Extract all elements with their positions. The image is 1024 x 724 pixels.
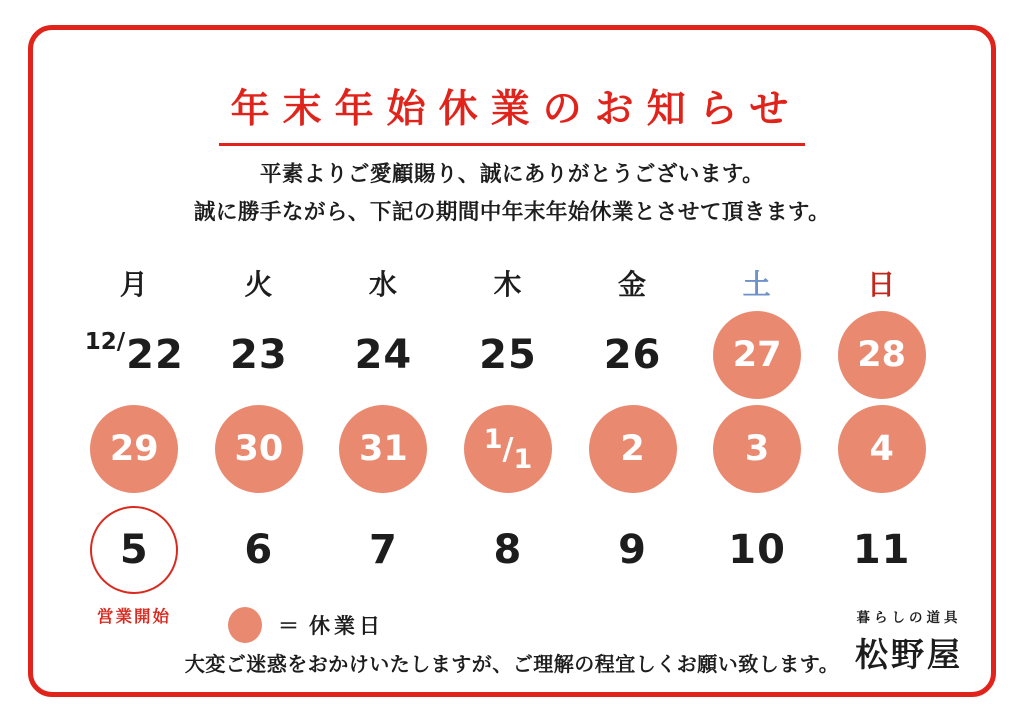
month-prefix-jan: 1 bbox=[483, 423, 503, 455]
calendar-day-jan1-closed bbox=[446, 405, 571, 493]
calendar-day-dec26: 26 bbox=[603, 332, 662, 378]
weekday-friday: 金 bbox=[618, 268, 648, 301]
page-title: 年末年始休業のお知らせ bbox=[219, 78, 806, 146]
closed-day-circle: 27 bbox=[713, 311, 801, 399]
weekday-header-row bbox=[72, 260, 944, 306]
calendar-day-dec24: 24 bbox=[354, 332, 413, 378]
logo-name: 松野屋 bbox=[855, 635, 963, 674]
calendar-week-2 bbox=[72, 405, 944, 493]
calendar-week-1 bbox=[72, 311, 944, 399]
apology-note: 大変ご迷惑をおかけいたしますが、ご理解の程宜しくお願い致します。 bbox=[184, 652, 840, 676]
calendar-day-dec29-closed bbox=[72, 405, 197, 493]
weekday-sunday: 日 bbox=[867, 268, 897, 301]
closed-day-circle: 1 / 1 bbox=[464, 405, 552, 493]
weekday-tuesday: 火 bbox=[244, 268, 274, 301]
calendar-day-jan3-closed bbox=[695, 405, 820, 493]
greeting-line-2: 誠に勝手ながら、下記の期間中年末年始休業とさせて頂きます。 bbox=[193, 200, 831, 225]
calendar-day-dec23: 23 bbox=[230, 332, 288, 378]
weekday-thursday: 木 bbox=[493, 268, 523, 301]
weekday-saturday: 土 bbox=[742, 268, 772, 301]
month-prefix-dec: 12/ bbox=[84, 329, 126, 355]
closed-day-circle: 4 bbox=[838, 405, 926, 493]
calendar-day-jan9: 9 bbox=[618, 527, 647, 573]
title-section bbox=[0, 78, 1024, 146]
legend-equals-sign: ＝ bbox=[278, 614, 299, 638]
business-resume-label: 営業開始 bbox=[97, 607, 171, 626]
calendar-day-jan2-closed bbox=[570, 405, 695, 493]
legend-label: 休業日 bbox=[309, 614, 384, 638]
calendar-day-dec31-closed bbox=[321, 405, 446, 493]
calendar-day-jan6: 6 bbox=[244, 527, 274, 573]
weekday-monday: 月 bbox=[119, 268, 149, 301]
greeting-section bbox=[0, 156, 1024, 232]
closed-day-legend bbox=[228, 606, 384, 644]
calendar-day-jan5-resume bbox=[72, 506, 197, 594]
logo-tagline: 暮らしの道具 bbox=[856, 610, 962, 626]
calendar-day-jan10: 10 bbox=[728, 527, 786, 573]
closed-day-circle: 3 bbox=[713, 405, 801, 493]
closed-day-circle: 29 bbox=[90, 405, 178, 493]
closed-day-marker-icon bbox=[228, 607, 262, 643]
calendar-day-dec25: 25 bbox=[479, 332, 537, 378]
closed-day-circle: 30 bbox=[215, 405, 303, 493]
calendar-day-jan11: 11 bbox=[852, 527, 911, 573]
matsunoya-logo bbox=[846, 606, 972, 676]
calendar-day-dec30-closed bbox=[197, 405, 322, 493]
closed-day-circle: 2 bbox=[589, 405, 677, 493]
closed-day-circle: 31 bbox=[339, 405, 427, 493]
calendar-day-dec28-closed bbox=[819, 311, 944, 399]
calendar-day-dec27-closed bbox=[695, 311, 820, 399]
calendar-week-3 bbox=[72, 506, 944, 594]
weekday-wednesday: 水 bbox=[368, 268, 398, 301]
greeting-line-1: 平素よりご愛顧賜り、誠にありがとうございます。 bbox=[259, 162, 765, 187]
calendar-day-jan7: 7 bbox=[368, 527, 398, 573]
calendar-day-jan4-closed bbox=[819, 405, 944, 493]
business-resume-circle: 5 bbox=[90, 506, 178, 594]
closed-day-circle: 28 bbox=[838, 311, 926, 399]
calendar-day-jan8: 8 bbox=[493, 527, 523, 573]
calendar-day-dec22: 12/ 22 bbox=[84, 329, 184, 378]
